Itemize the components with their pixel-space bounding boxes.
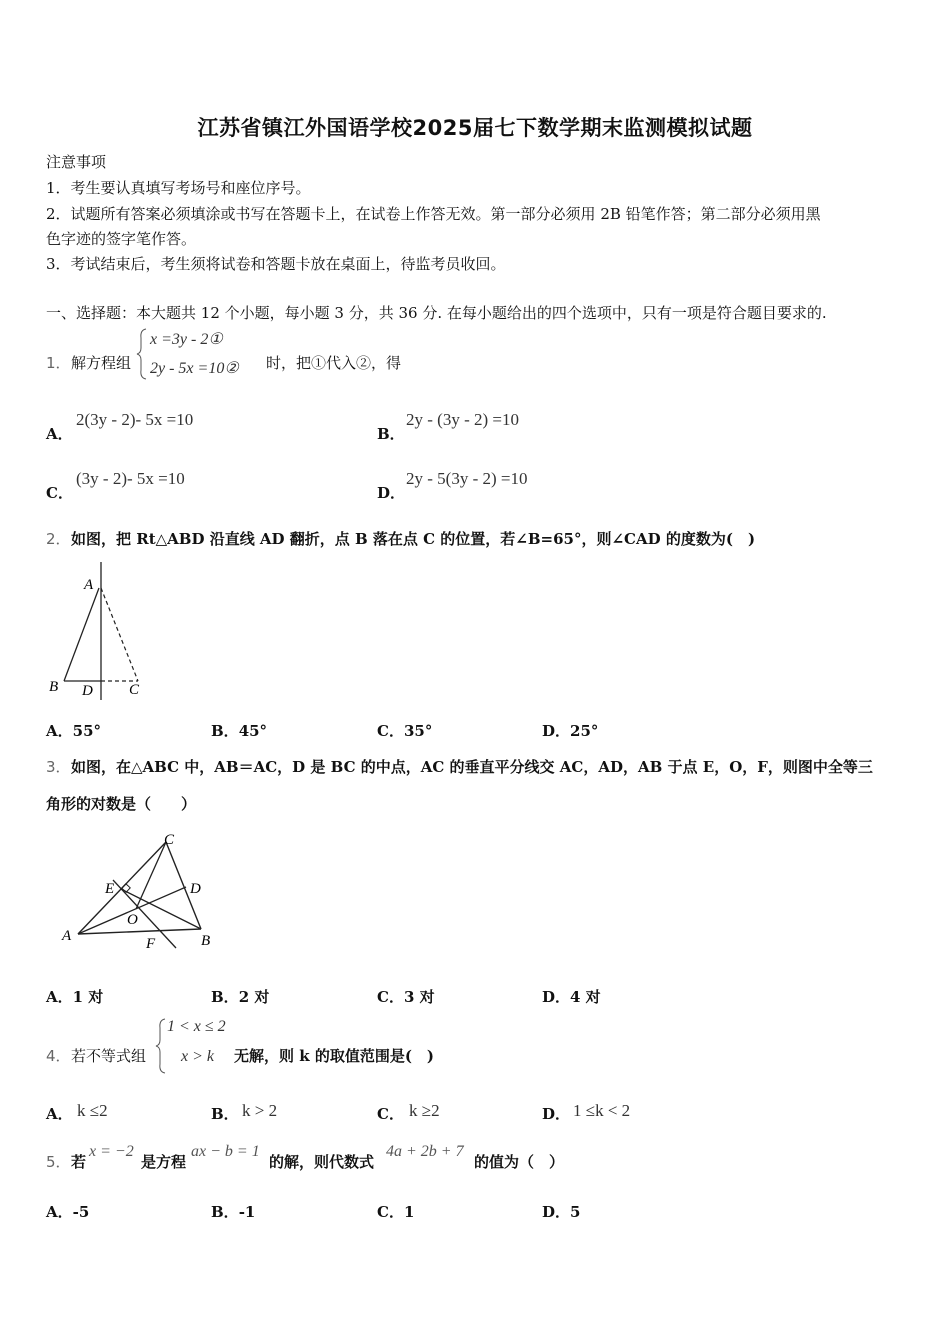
figure-label: E bbox=[105, 881, 115, 897]
question-text: 的值为（ ） bbox=[474, 1153, 565, 1171]
option-c[interactable]: C．1 bbox=[377, 1203, 415, 1221]
question-number: 2． bbox=[46, 530, 71, 548]
section-heading: 一、选择题：本大题共 12 个小题，每小题 3 分，共 36 分. 在每小题给出的四个选项中，只有一项是符合题目要求的. bbox=[46, 304, 827, 322]
question-text: 若 bbox=[71, 1153, 87, 1171]
option-d-text[interactable]: 2y - 5(3y - 2) =10 bbox=[406, 469, 528, 488]
option-b[interactable]: B．2 对 bbox=[211, 988, 270, 1006]
option-d-label[interactable]: D． bbox=[542, 1105, 571, 1123]
page-title: 江苏省镇江外国语学校2025届七下数学期末监测模拟试题 bbox=[197, 116, 753, 140]
option-d-label[interactable]: D． bbox=[377, 484, 406, 502]
question-text: 的解，则代数式 bbox=[269, 1153, 375, 1171]
figure-label: A bbox=[62, 928, 72, 944]
option-c[interactable]: C．35° bbox=[377, 722, 433, 740]
question-number: 1． bbox=[46, 354, 71, 372]
option-b[interactable]: B．45° bbox=[211, 722, 268, 740]
math-expression: 4a + 2b + 7 bbox=[386, 1143, 464, 1160]
option-d-text[interactable]: 1 ≤k < 2 bbox=[573, 1101, 631, 1120]
question-text: 解方程组 bbox=[71, 354, 132, 372]
figure-label: O bbox=[127, 912, 138, 928]
figure-triangle-abc bbox=[58, 830, 218, 955]
brace-icon bbox=[136, 328, 148, 380]
figure-label: D bbox=[82, 683, 93, 699]
option-d[interactable]: D．4 对 bbox=[542, 988, 601, 1006]
question-text: 无解，则 k 的取值范围是( ) bbox=[234, 1047, 435, 1065]
inequality-2: x > k bbox=[181, 1048, 214, 1065]
figure-label: C bbox=[129, 682, 140, 698]
figure-label: C bbox=[164, 832, 175, 848]
equation-1: x =3y - 2① bbox=[150, 331, 223, 348]
inequality-1: 1 < x ≤ 2 bbox=[167, 1018, 226, 1035]
notice-item: 色字迹的签字笔作答。 bbox=[46, 230, 197, 248]
option-a[interactable]: A．-5 bbox=[46, 1203, 90, 1221]
equation-2: 2y - 5x =10② bbox=[150, 360, 239, 377]
option-a-label[interactable]: A． bbox=[46, 1105, 73, 1123]
figure-triangle-fold bbox=[44, 560, 154, 702]
option-c-label[interactable]: C． bbox=[377, 1105, 404, 1123]
figure-label: F bbox=[146, 936, 156, 952]
notice-item: 3．考试结束后，考生须将试卷和答题卡放在桌面上，待监考员收回。 bbox=[46, 255, 506, 273]
question-text: 角形的对数是（ ） bbox=[46, 795, 197, 813]
math-expression: x = −2 bbox=[89, 1143, 134, 1160]
option-c[interactable]: C．3 对 bbox=[377, 988, 435, 1006]
figure-label: B bbox=[201, 933, 211, 949]
option-b-text[interactable]: k > 2 bbox=[242, 1101, 278, 1120]
option-a[interactable]: A．55° bbox=[46, 722, 102, 740]
question-text: 如图，在△ABC 中，AB＝AC，D 是 BC 的中点，AC 的垂直平分线交 AC，AD，AB 于点 E，O，F，则图中全等三 bbox=[71, 758, 873, 776]
option-b-label[interactable]: B． bbox=[377, 425, 405, 443]
question-text: 如图，把 Rt△ABD 沿直线 AD 翻折，点 B 落在点 C 的位置，若∠B=65°，则∠CAD 的度数为( ) bbox=[71, 530, 756, 548]
question-number: 5． bbox=[46, 1153, 71, 1171]
option-a-label[interactable]: A． bbox=[46, 425, 73, 443]
option-b[interactable]: B．-1 bbox=[211, 1203, 256, 1221]
option-b-text[interactable]: 2y - (3y - 2) =10 bbox=[406, 410, 519, 429]
notice-item: 1．考生要认真填写考场号和座位序号。 bbox=[46, 179, 311, 197]
question-number: 4． bbox=[46, 1047, 71, 1065]
question-text: 时，把①代入②，得 bbox=[266, 354, 402, 372]
option-c-label[interactable]: C． bbox=[46, 484, 73, 502]
notice-item: 2．试题所有答案必须填涂或书写在答题卡上，在试卷上作答无效。第一部分必须用 2B 铅笔作答；第二部分必须用黑 bbox=[46, 205, 821, 223]
option-a[interactable]: A．1 对 bbox=[46, 988, 104, 1006]
figure-label: B bbox=[49, 679, 59, 695]
brace-icon bbox=[155, 1018, 167, 1074]
option-a-text[interactable]: 2(3y - 2)- 5x =10 bbox=[76, 410, 194, 429]
option-c-text[interactable]: k ≥2 bbox=[409, 1101, 440, 1120]
option-a-text[interactable]: k ≤2 bbox=[77, 1101, 108, 1120]
option-d[interactable]: D．5 bbox=[542, 1203, 581, 1221]
option-d[interactable]: D．25° bbox=[542, 722, 599, 740]
question-text: 若不等式组 bbox=[71, 1047, 147, 1065]
math-expression: ax − b = 1 bbox=[191, 1143, 260, 1160]
option-b-label[interactable]: B． bbox=[211, 1105, 239, 1123]
figure-label: A bbox=[84, 577, 94, 593]
figure-label: D bbox=[190, 881, 201, 897]
question-text: 是方程 bbox=[141, 1153, 187, 1171]
option-c-text[interactable]: (3y - 2)- 5x =10 bbox=[76, 469, 185, 488]
notice-heading: 注意事项 bbox=[46, 153, 107, 171]
question-number: 3． bbox=[46, 758, 71, 776]
